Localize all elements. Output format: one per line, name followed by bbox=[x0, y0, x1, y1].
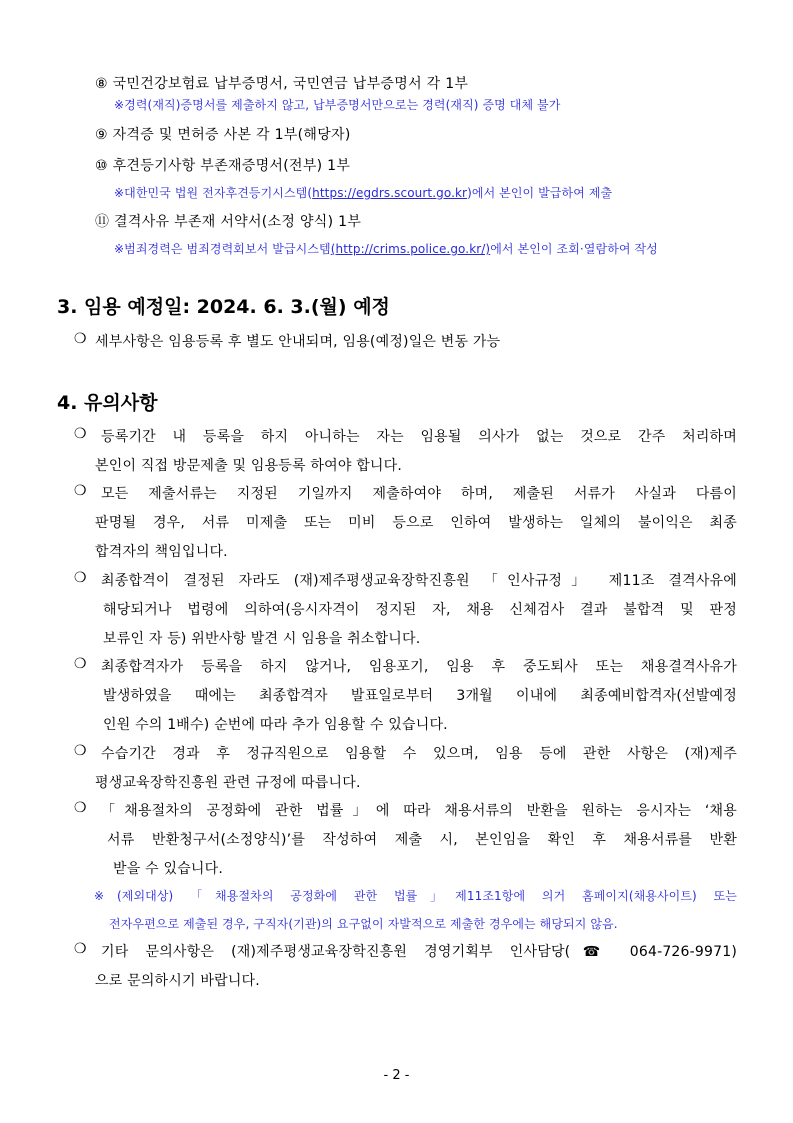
notice-6-line-1: 「채용절차의 공정화에 관한 법률」에 따라 채용서류의 반환을 원하는 응시자는 ‘채용 bbox=[101, 803, 737, 819]
item-9: ⑨ 자격증 및 면허증 사본 각 1부(해당자) bbox=[95, 127, 351, 143]
bullet-icon: ❍ bbox=[74, 570, 87, 586]
bullet-icon: ❍ bbox=[74, 331, 87, 347]
notice-3-line-1: 최종합격이 결정된 자라도 (재)제주평생교육장학진흥원 「인사규정」 제11조 결격사유에 bbox=[101, 573, 737, 589]
item-8: ⑧ 국민건강보험료 납부증명서, 국민연금 납부증명서 각 1부 bbox=[95, 76, 469, 92]
item-10: ⑩ 후견등기사항 부존재증명서(전부) 1부 bbox=[95, 158, 351, 174]
notice-5-line-1: 수습기간 경과 후 정규직원으로 임용할 수 있으며, 임용 등에 관한 사항은 (재)제주 bbox=[101, 746, 737, 762]
page-number: - 2 - bbox=[383, 1068, 410, 1083]
notice-6-note-line-1: ※(제외대상) 「채용절차의 공정화에 관한 법률」제11조1항에 의거 홈페이지(채용사이트) 또는 bbox=[94, 889, 737, 903]
bullet-icon: ❍ bbox=[74, 941, 87, 957]
notice-1-line-2: 본인이 직접 방문제출 및 임용등록 하여야 합니다. bbox=[95, 458, 403, 474]
notice-2-line-1: 모든 제출서류는 지정된 기일까지 제출하여야 하며, 제출된 서류가 사실과 다름이 bbox=[101, 486, 737, 502]
notice-4-line-3: 인원 수의 1배수) 순번에 따라 추가 임용할 수 있습니다. bbox=[103, 717, 448, 733]
notice-3-line-3: 보류인 자 등) 위반사항 발견 시 임용을 취소합니다. bbox=[103, 631, 421, 647]
bullet-icon: ❍ bbox=[74, 656, 87, 672]
notice-4-line-2: 발생하였을 때에는 최종합격자 발표일로부터 3개월 이내에 최종예비합격자(선발예정 bbox=[103, 688, 737, 704]
egdrs-link[interactable]: https://egdrs.scourt.go.kr bbox=[312, 186, 468, 200]
bullet-icon: ❍ bbox=[74, 800, 87, 816]
section-4-heading: 4. 유의사항 bbox=[57, 392, 158, 414]
item-8-note: ※경력(재직)증명서를 제출하지 않고, 납부증명서만으로는 경력(재직) 증명 대체 불가 bbox=[114, 98, 561, 112]
bullet-icon: ❍ bbox=[74, 743, 87, 759]
notice-7-line-2: 으로 문의하시기 바랍니다. bbox=[95, 973, 260, 989]
notice-7-line-1: 기타 문의사항은 (재)제주평생교육장학진흥원 경영기획부 인사담당(☎ 064-726-9971) bbox=[101, 944, 737, 960]
item-10-note: ※대한민국 법원 전자후견등기시스템(https://egdrs.scourt.go.kr)에서 본인이 발급하여 제출 bbox=[114, 186, 613, 200]
notice-4-line-1: 최종합격자가 등록을 하지 않거나, 임용포기, 임용 후 중도퇴사 또는 채용결격사유가 bbox=[101, 659, 737, 675]
crims-link[interactable]: (http://crims.police.go.kr/) bbox=[330, 242, 491, 256]
notice-3-line-2: 해당되거나 법령에 의하여(응시자격이 정지된 자, 채용 신체검사 결과 불합격 및 판정 bbox=[103, 602, 737, 618]
notice-6-note-line-2: 전자우편으로 제출된 경우, 구직자(기관)의 요구없이 자발적으로 제출한 경우에는 해당되지 않음. bbox=[109, 917, 618, 931]
notice-6-line-2: 서류 반환청구서(소정양식)’를 작성하여 제출 시, 본인임을 확인 후 채용서류를 반환 bbox=[107, 832, 737, 848]
notice-2-line-2: 판명될 경우, 서류 미제출 또는 미비 등으로 인하여 발생하는 일체의 불이익은 최종 bbox=[95, 515, 737, 531]
notice-2-line-3: 합격자의 책임입니다. bbox=[95, 544, 228, 560]
bullet-icon: ❍ bbox=[74, 426, 87, 442]
notice-6-line-3: 받을 수 있습니다. bbox=[113, 861, 224, 877]
notice-5-line-2: 평생교육장학진흥원 관련 규정에 따릅니다. bbox=[95, 775, 361, 791]
item-11-note: ※범죄경력은 범죄경력회보서 발급시스템(http://crims.police.go.kr/)에서 본인이 조회·열람하여 작성 bbox=[114, 242, 658, 256]
item-11: ⑪ 결격사유 부존재 서약서(소정 양식) 1부 bbox=[95, 214, 362, 230]
bullet-icon: ❍ bbox=[74, 483, 87, 499]
section-3-text: 세부사항은 임용등록 후 별도 안내되며, 임용(예정)일은 변동 가능 bbox=[95, 334, 501, 350]
section-3-heading: 3. 임용 예정일: 2024. 6. 3.(월) 예정 bbox=[57, 296, 390, 318]
notice-1-line-1: 등록기간 내 등록을 하지 아니하는 자는 임용될 의사가 없는 것으로 간주 처리하며 bbox=[101, 429, 737, 445]
